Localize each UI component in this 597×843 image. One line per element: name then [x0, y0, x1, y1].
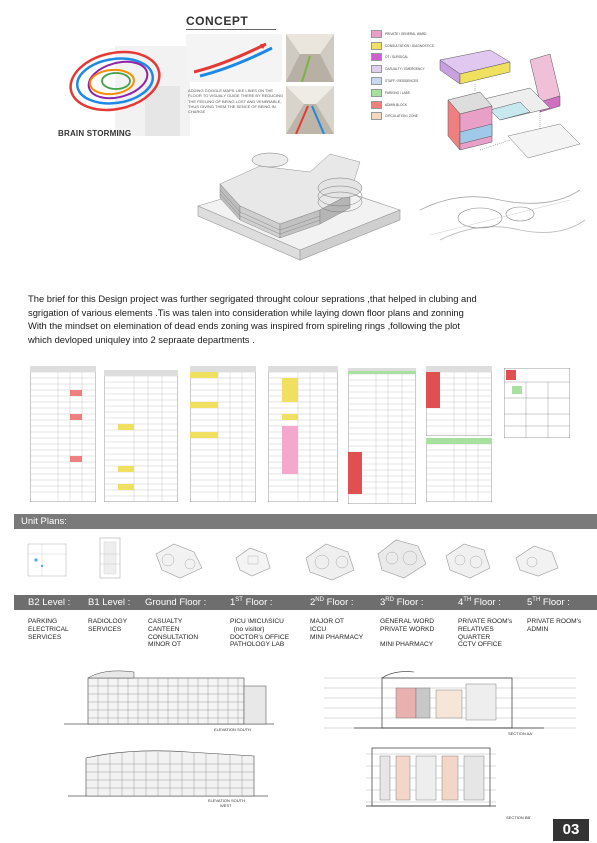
legend-swatch: [371, 89, 382, 97]
brief-line: sgrigation of various elements .Tis was talen into consideration while laying down floor plans and zonning: [28, 306, 464, 318]
section-aa-drawing: [324, 670, 576, 736]
zoning-table: [104, 370, 178, 502]
corridor-photo-1: [286, 34, 334, 82]
zoning-table: [426, 366, 492, 436]
zoning-table: [30, 366, 96, 502]
legend-swatch: [371, 101, 382, 109]
legend-swatch: [371, 77, 382, 85]
dept-list-4th: PRIVATE ROOM's RELATIVES QUARTER CCTV OFFICE: [458, 618, 513, 649]
caption-elevation-south-west: ELEVATION SOUTH WEST: [208, 798, 245, 808]
floor-plan-fifth: [510, 534, 566, 586]
building-3d-render: [190, 140, 405, 268]
brainstorm-swirl-image: [60, 26, 190, 136]
floor-plan-b2: [22, 536, 72, 586]
caption-section-bb: SECTION BB': [506, 815, 531, 820]
legend-item: STAFF / RESIDENCES: [371, 75, 441, 87]
concept-section: [0, 0, 597, 290]
legend-item: CASUALTY / EMERGENCY: [371, 63, 441, 75]
legend-swatch: [371, 42, 382, 50]
dept-list-2nd: MAJOR OT ICCU MINI PHARMACY: [310, 618, 364, 641]
zoning-table: [426, 438, 492, 502]
level-label-b2: B2 Level :: [28, 597, 71, 608]
concept-title: CONCEPT: [186, 14, 249, 28]
elevation-south-drawing: [64, 666, 274, 730]
brief-line: The brief for this Design project was further segrigated throught colour seprations ,that helped in clubing and: [28, 293, 477, 304]
elevation-south-west-drawing: [68, 742, 268, 800]
floor-plan-second: [300, 534, 360, 586]
zoning-table: [504, 368, 570, 438]
zoning-tables: [0, 366, 597, 506]
legend-swatch: [371, 65, 382, 73]
zoning-table: [348, 368, 416, 504]
project-brief: [28, 292, 573, 346]
page-number: 03: [553, 819, 589, 841]
legend-item: OT / SURGICAL: [371, 52, 441, 64]
level-label-3rd: 3RD Floor :: [380, 597, 424, 609]
floor-plan-fourth: [440, 534, 496, 586]
section-bb-drawing: [366, 744, 496, 814]
dept-list-b2: PARKING ELECTRICAL SERVICES: [28, 618, 69, 641]
zoning-table: [190, 366, 256, 502]
level-label-b1: B1 Level :: [88, 597, 131, 608]
level-label-2nd: 2ND Floor :: [310, 597, 354, 609]
brainstorming-label: BRAIN STORMING: [58, 129, 132, 138]
site-plan-sketch: [400, 180, 590, 250]
exploded-zoning-diagram: [420, 40, 595, 180]
legend-swatch: [371, 30, 382, 38]
legend-item: ADMIN BLOCK: [371, 99, 441, 111]
level-label-1st: 1ST Floor :: [230, 597, 273, 609]
legend-item: CIRCULATION / ZONE: [371, 111, 441, 123]
dept-list-3rd: GENERAL WORD PRIVATE WORKD MINI PHARMACY: [380, 618, 435, 649]
dept-list-5th: PRIVATE ROOM's ADMIN: [527, 618, 582, 633]
floor-plan-first: [228, 536, 278, 586]
dept-list-1st: PICU \MICU\SICU (no visitor) DOCTOR's OFFICE PATHOLOGY LAB: [230, 618, 290, 649]
level-label-ground: Ground Floor :: [145, 597, 207, 608]
concept-underline: [186, 29, 276, 30]
concept-arrows-image: [186, 34, 282, 82]
level-label-4th: 4TH Floor :: [458, 597, 501, 609]
legend-swatch: [371, 112, 382, 120]
dept-list-b1: RADIOLOGY SERVICES: [88, 618, 128, 633]
zoning-table: [268, 366, 338, 502]
concept-description: ADDING GOOGLE MAPS LIKE LINES ON THE FLOOR TO VISUALY GUIDE THERE BY REDUCING THE FEELING OF BEING LOST AND VENERABLE, THUS GIVING THEM THE SENCE OF BEING IN CHARGE: [188, 88, 284, 115]
dept-list-ground: CASUALTY CANTEEN CONSULTATION MINOR OT: [148, 618, 199, 649]
floor-plan-third: [372, 532, 430, 586]
level-label-5th: 5TH Floor :: [527, 597, 570, 609]
caption-elevation-south: ELEVATION SOUTH: [214, 727, 251, 732]
corridor-photo-2: [286, 86, 334, 134]
floor-plan-ground: [150, 534, 210, 586]
brief-line: which devloped uniquley into 2 sepraate departments .: [28, 333, 255, 345]
brief-line: With the mindset on elemination of dead ends zoning was inspired from spireling rings ,following the plot: [28, 320, 461, 331]
legend-item: CONSULTATION / DIAGNOSTICS: [371, 40, 441, 52]
caption-section-aa: SECTION AA': [508, 731, 533, 736]
legend-item: PARKING / LABS: [371, 87, 441, 99]
unit-plans-bar: [14, 514, 597, 529]
legend-swatch: [371, 53, 382, 61]
unit-plans-title: Unit Plans:: [21, 516, 67, 527]
legend-item: PRIVATE / GENERAL WARD: [371, 28, 441, 40]
floor-plan-b1: [92, 534, 142, 586]
